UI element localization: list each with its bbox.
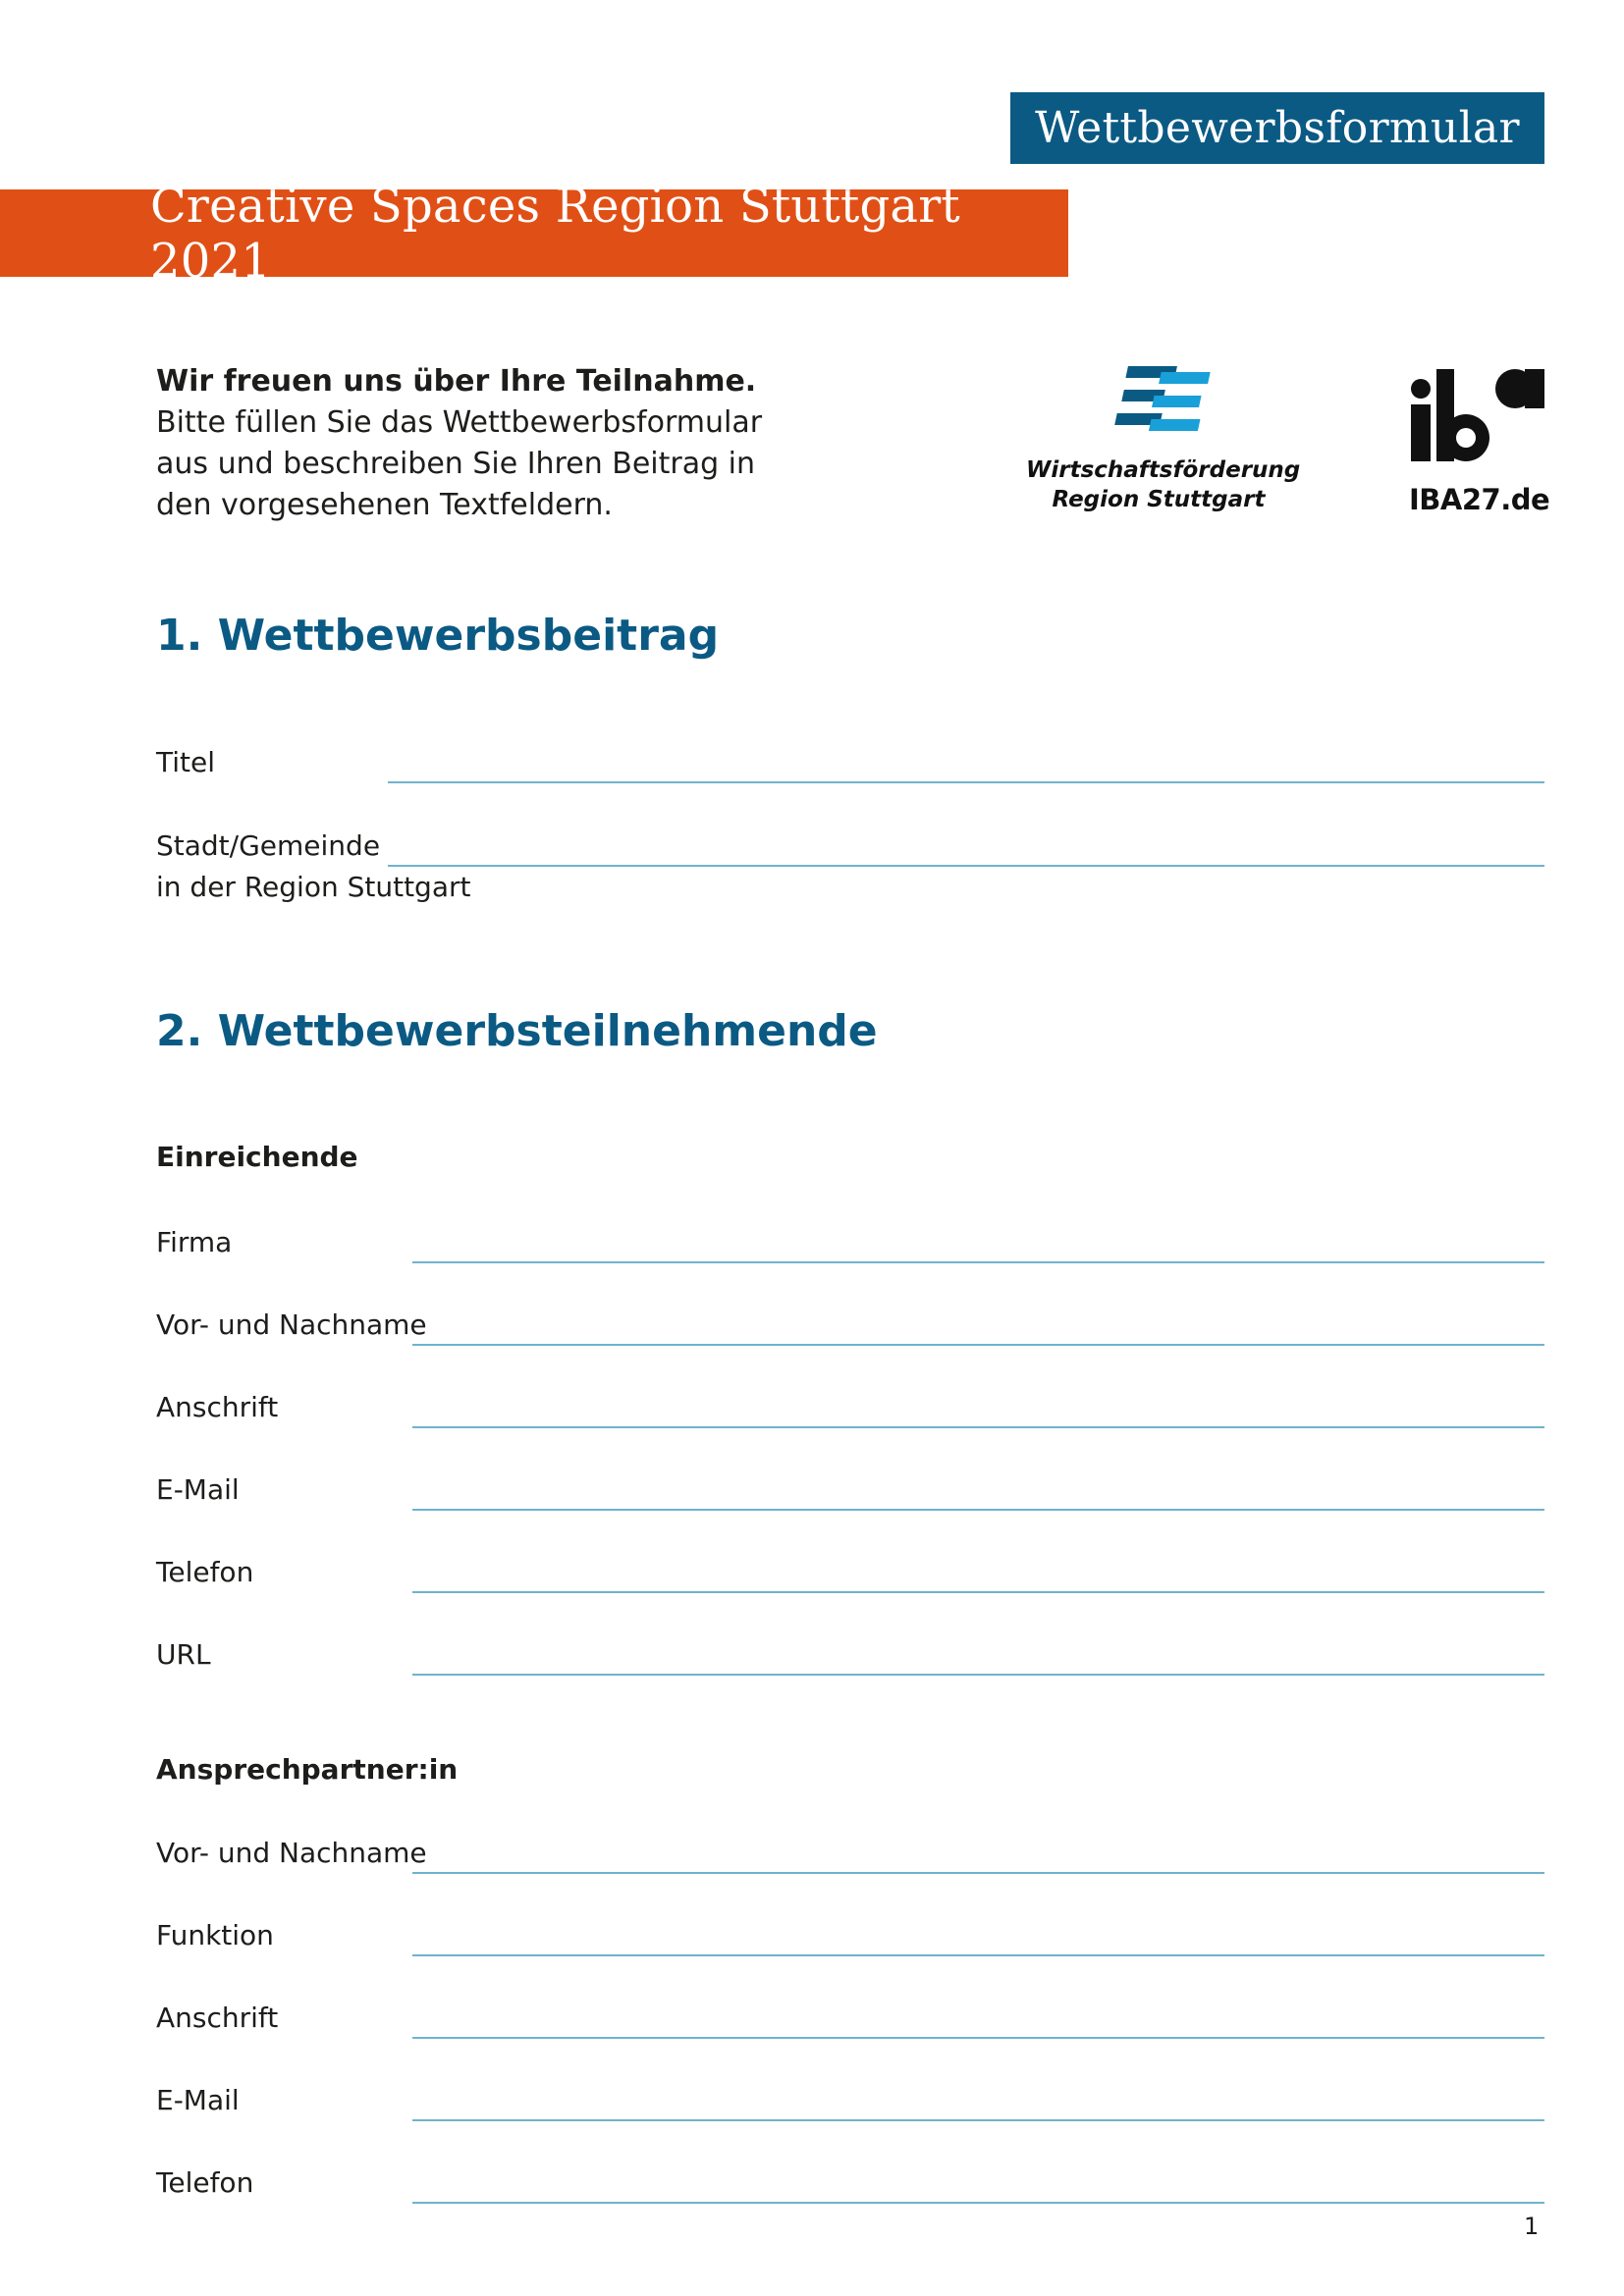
- field-contact-email[interactable]: [156, 2081, 1544, 2124]
- subsection-title-contact-person: Ansprechpartner:in: [156, 1753, 459, 1786]
- field-input-line[interactable]: [412, 1872, 1544, 1874]
- field-label: Funktion: [156, 1919, 274, 1951]
- field-input-line[interactable]: [412, 1344, 1544, 1346]
- logo-text-line: Region Stuttgart: [1052, 487, 1266, 512]
- field-input-line[interactable]: [412, 1954, 1544, 1956]
- intro-line: den vorgesehenen Textfeldern.: [156, 488, 613, 522]
- logo-text-line: Wirtschaftsförderung: [1026, 457, 1301, 483]
- field-titel[interactable]: [156, 743, 1544, 786]
- field-anschrift[interactable]: [156, 1388, 1544, 1431]
- field-url[interactable]: [156, 1635, 1544, 1679]
- field-name[interactable]: [156, 1306, 1544, 1349]
- page-number: 1: [1524, 2213, 1540, 2240]
- field-label: E-Mail: [156, 2084, 240, 2116]
- field-input-line[interactable]: [412, 1591, 1544, 1593]
- field-contact-name[interactable]: [156, 1834, 1544, 1877]
- iba-wordmark: IBA27.de: [1409, 483, 1550, 516]
- field-label: Stadt/Gemeinde: [156, 829, 381, 862]
- section-title-contribution: 1. Wettbewerbsbeitrag: [156, 611, 720, 661]
- field-label: Telefon: [156, 1556, 254, 1588]
- field-contact-telefon[interactable]: [156, 2163, 1544, 2207]
- field-telefon[interactable]: [156, 1553, 1544, 1596]
- iba-logo: [1409, 369, 1550, 526]
- field-input-line[interactable]: [412, 2202, 1544, 2204]
- field-label: E-Mail: [156, 1473, 240, 1506]
- section-title-participants: 2. Wettbewerbsteilnehmende: [156, 1006, 878, 1056]
- field-email[interactable]: [156, 1470, 1544, 1514]
- intro-headline: Wir freuen uns über Ihre Teilnahme.: [156, 364, 757, 399]
- field-input-line[interactable]: [412, 1261, 1544, 1263]
- field-label-line2: in der Region Stuttgart: [156, 871, 471, 903]
- field-label: Telefon: [156, 2166, 254, 2199]
- field-stadt-gemeinde[interactable]: [156, 827, 1544, 903]
- field-contact-anschrift[interactable]: [156, 1999, 1544, 2042]
- field-label: Anschrift: [156, 1391, 279, 1423]
- form-label-banner: Wettbewerbsformular: [1010, 92, 1544, 164]
- field-label: Firma: [156, 1226, 233, 1258]
- field-input-line[interactable]: [412, 2119, 1544, 2121]
- field-label: Anschrift: [156, 2002, 279, 2034]
- iba-mark-icon: [1409, 369, 1546, 477]
- field-label: Titel: [156, 746, 216, 778]
- field-input-line[interactable]: [412, 1674, 1544, 1676]
- intro-line: Bitte füllen Sie das Wettbewerbsformular: [156, 405, 763, 440]
- wirtschaftsfoerderung-logo: [1026, 361, 1301, 518]
- intro-text: [156, 361, 765, 526]
- field-label: Vor- und Nachname: [156, 1308, 427, 1341]
- wirtschaftsfoerderung-wordmark: [1026, 455, 1301, 514]
- field-input-line[interactable]: [388, 865, 1544, 867]
- field-input-line[interactable]: [412, 2037, 1544, 2039]
- field-input-line[interactable]: [412, 1426, 1544, 1428]
- field-label: Vor- und Nachname: [156, 1837, 427, 1869]
- field-contact-funktion[interactable]: [156, 1916, 1544, 1959]
- wirtschaftsfoerderung-mark-icon: [1026, 361, 1291, 450]
- field-label: URL: [156, 1638, 211, 1671]
- intro-line: aus und beschreiben Sie Ihren Beitrag in: [156, 447, 756, 481]
- field-input-line[interactable]: [388, 781, 1544, 783]
- document-title-banner: Creative Spaces Region Stuttgart 2021: [0, 189, 1068, 277]
- field-input-line[interactable]: [412, 1509, 1544, 1511]
- field-firma[interactable]: [156, 1223, 1544, 1266]
- subsection-title-submitter: Einreichende: [156, 1141, 358, 1173]
